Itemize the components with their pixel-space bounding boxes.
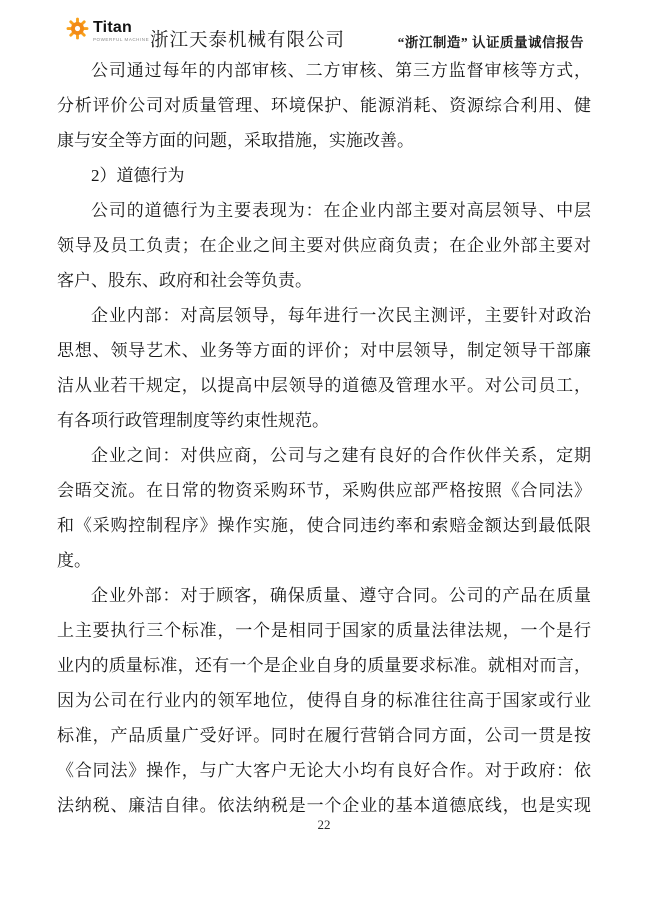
titan-logo (66, 17, 149, 43)
report-title: “浙江制造” 认证质量诚信报告 (397, 35, 584, 50)
paragraph-line: 洁从业若干规定，以提高中层领导的道德及管理水平。对公司员工， (57, 376, 591, 395)
paragraph-line: 领导及员工负责；在企业之间主要对供应商负责；在企业外部主要对 (57, 236, 591, 255)
paragraph-line: 公司通过每年的内部审核、二方审核、第三方监督审核等方式， (91, 61, 591, 80)
paragraph-line: 业内的质量标准，还有一个是企业自身的质量要求标准。就相对而言， (57, 656, 591, 675)
paragraph-line: 标准，产品质量广受好评。同时在履行营销合同方面，公司一贯是按 (57, 726, 591, 745)
page-header (0, 0, 648, 52)
paragraph-line: 《合同法》操作，与广大客户无论大小均有良好合作。对于政府：依 (57, 761, 591, 780)
logo-text-block (93, 17, 149, 43)
section-heading: 2）道德行为 (91, 166, 185, 185)
paragraph-line: 法纳税、廉洁自律。依法纳税是一个企业的基本道德底线，也是实现 (57, 796, 591, 815)
paragraph-line: 企业内部：对高层领导，每年进行一次民主测评，主要针对政治 (91, 306, 591, 325)
paragraph-line: 度。 (57, 551, 91, 570)
paragraph-line: 康与安全等方面的问题，采取措施，实施改善。 (57, 131, 414, 150)
page-number: 22 (317, 817, 331, 832)
paragraph-line: 上主要执行三个标准，一个是相同于国家的质量法律法规，一个是行 (57, 621, 591, 640)
paragraph-line: 公司的道德行为主要表现为：在企业内部主要对高层领导、中层 (91, 201, 591, 220)
paragraph-line: 企业之间：对供应商，公司与之建有良好的合作伙伴关系，定期 (91, 446, 591, 465)
gear-icon (66, 17, 89, 40)
paragraph-line: 有各项行政管理制度等约束性规范。 (57, 411, 329, 430)
logo-tagline: POWERFUL MACHINE (93, 37, 150, 42)
paragraph-line: 分析评价公司对质量管理、环境保护、能源消耗、资源综合利用、健 (57, 96, 591, 115)
logo-brand-text: Titan (93, 19, 132, 36)
page-footer (0, 816, 648, 834)
paragraph-line: 会晤交流。在日常的物资采购环节，采购供应部严格按照《合同法》 (57, 481, 591, 500)
document-body (57, 53, 591, 823)
paragraph-line: 企业外部：对于顾客，确保质量、遵守合同。公司的产品在质量 (91, 586, 591, 605)
company-name: 浙江天泰机械有限公司 (150, 31, 346, 51)
paragraph-line: 和《采购控制程序》操作实施，使合同违约率和索赔金额达到最低限 (57, 516, 591, 535)
paragraph-line: 客户、股东、政府和社会等负责。 (57, 271, 312, 290)
paragraph-line: 因为公司在行业内的领军地位，使得自身的标准往往高于国家或行业 (57, 691, 591, 710)
paragraph-line: 思想、领导艺术、业务等方面的评价；对中层领导，制定领导干部廉 (57, 341, 591, 360)
